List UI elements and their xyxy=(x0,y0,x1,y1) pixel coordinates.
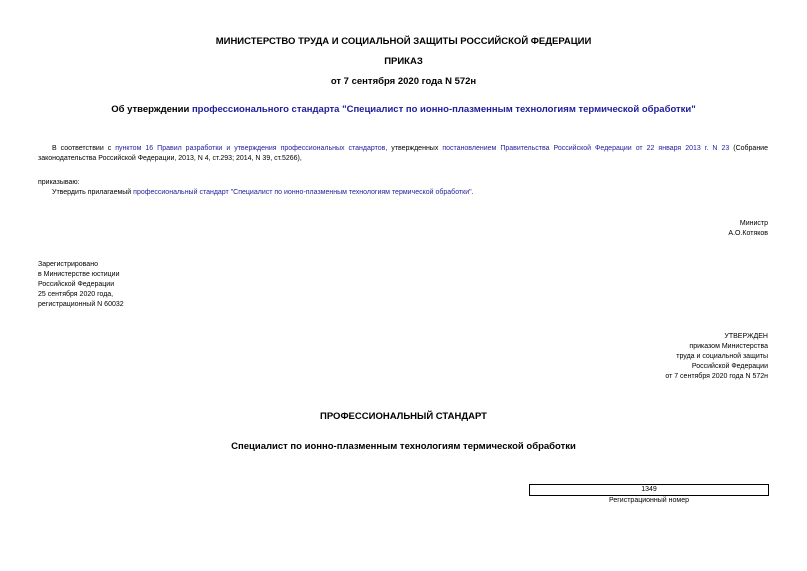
approved-line: труда и социальной защиты xyxy=(676,353,768,360)
standard-approve-link[interactable]: профессиональный стандарт "Специалист по ионно-плазменным технологиям термической обработки" xyxy=(133,189,472,196)
preamble-end: (Собрание законодательства Российской Федерации, 2013, N 4, ст.293; 2014, N 39, ст.5266), xyxy=(38,145,768,162)
registration-line: Российской Федерации xyxy=(38,281,115,288)
doc-type: ПРИКАЗ xyxy=(384,56,423,67)
registration-line: 25 сентября 2020 года, xyxy=(38,291,114,298)
approved-line: Российской Федерации xyxy=(691,363,768,370)
approved-line: от 7 сентября 2020 года N 572н xyxy=(665,373,768,380)
preamble-start: В соответствии с xyxy=(52,145,116,152)
order-date-number: от 7 сентября 2020 года N 572н xyxy=(330,76,477,87)
approve-start: Утвердить прилагаемый xyxy=(52,189,134,196)
signature-block xyxy=(728,219,768,239)
registration-line: регистрационный N 60032 xyxy=(38,301,124,308)
preamble-paragraph xyxy=(38,144,768,164)
reg-number-box: 1349 xyxy=(529,484,769,496)
preamble-mid: , утвержденных xyxy=(385,145,443,152)
standard-link[interactable]: профессионального стандарта "Специалист по ионно-плазменным технологиям термической обработки" xyxy=(191,104,696,115)
standard-heading: ПРОФЕССИОНАЛЬНЫЙ СТАНДАРТ xyxy=(320,411,487,422)
rules-link[interactable]: пунктом 16 Правил разработки и утверждения профессиональных стандартов xyxy=(115,145,386,152)
registration-line: Зарегистрировано xyxy=(38,261,98,268)
reg-number-caption: Регистрационный номер xyxy=(609,497,689,504)
signature-name: А.О.Котяков xyxy=(728,230,768,237)
order-title xyxy=(0,104,807,115)
registration-line: в Министерстве юстиции xyxy=(38,271,120,278)
approve-paragraph xyxy=(52,188,768,198)
approved-line: приказом Министерства xyxy=(689,343,768,350)
registration-block xyxy=(38,260,124,310)
approved-line: УТВЕРЖДЕН xyxy=(724,333,768,340)
order-word: приказываю: xyxy=(38,179,80,186)
approved-block xyxy=(665,332,768,382)
approve-end: . xyxy=(471,189,474,196)
standard-name: Специалист по ионно-плазменным технологиям термической обработки xyxy=(231,441,576,452)
ministry-title: МИНИСТЕРСТВО ТРУДА И СОЦИАЛЬНОЙ ЗАЩИТЫ РОССИЙСКОЙ ФЕДЕРАЦИИ xyxy=(215,36,592,47)
order-title-prefix: Об утверждении xyxy=(111,104,192,115)
signature-position: Министр xyxy=(739,220,768,227)
government-decree-link[interactable]: постановлением Правительства Российской Федерации от 22 января 2013 г. N 23 xyxy=(442,145,730,152)
